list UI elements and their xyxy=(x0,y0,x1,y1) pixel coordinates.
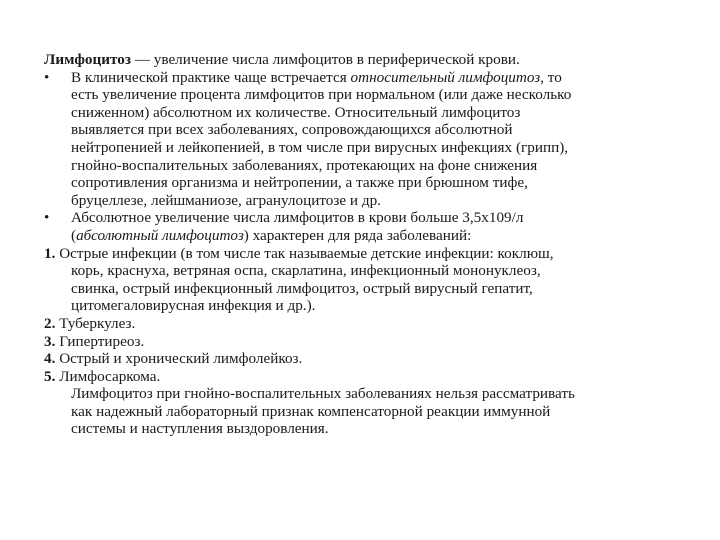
bullet1-line: есть увеличение процента лимфоцитов при нормальном (или даже несколько xyxy=(71,86,572,104)
bullet1-line: сниженном) абсолютном их количестве. Относительный лимфоцитоз xyxy=(71,103,521,121)
list-number: 1. xyxy=(44,244,56,262)
slide-text-body xyxy=(44,51,684,438)
bullet2-line-1: Абсолютное увеличение числа лимфоцитов в крови больше 3,5х109/л xyxy=(71,209,524,227)
list-number: 2. xyxy=(44,314,56,332)
bullet-relative-lymphocytosis xyxy=(44,69,684,210)
list-item-text: Гипертиреоз. xyxy=(55,332,145,350)
list-item xyxy=(44,368,684,386)
term-relative-lymphocytosis: относительный лимфоцитоз xyxy=(350,68,541,86)
heading-definition: — увеличение числа лимфоцитов в периферической крови. xyxy=(130,51,520,68)
list-item xyxy=(44,333,684,351)
closing-line: Лимфоцитоз при гнойно-воспалительных заболеваниях нельзя рассматривать xyxy=(71,385,575,403)
list-item xyxy=(44,245,684,315)
bullet1-line: выявляется при всех заболеваниях, сопровождающихся абсолютной xyxy=(71,121,513,139)
disease-list xyxy=(44,245,684,386)
list-item-continuation: цитомегаловирусная инфекция и др.). xyxy=(71,297,316,315)
bullet-absolute-lymphocytosis xyxy=(44,209,684,244)
list-item xyxy=(44,350,684,368)
list-item-text: Острые инфекции (в том числе так называемые детские инфекции: коклюш, xyxy=(55,244,554,262)
bullet-dot: • xyxy=(44,68,50,86)
bullet-dot: • xyxy=(44,209,50,227)
bullet1-line: нейтропенией и лейкопенией, в том числе при вирусных инфекциях (грипп), xyxy=(71,138,569,156)
bullet1-line: сопротивления организма и нейтропении, а также при брюшном тифе, xyxy=(71,174,528,192)
term-absolute-lymphocytosis: абсолютный лимфоцитоз xyxy=(76,226,244,244)
list-item-text: Лимфосаркома. xyxy=(55,367,161,385)
heading-term: Лимфоцитоз xyxy=(44,51,131,68)
list-item-text: Туберкулез. xyxy=(55,314,136,332)
list-number: 5. xyxy=(44,367,56,385)
list-item-text: Острый и хронический лимфолейкоз. xyxy=(55,350,303,368)
bullet1-line-1: В клинической практике чаще встречается относительный лимфоцитоз, то xyxy=(71,68,562,86)
closing-line: как надежный лабораторный признак компенсаторной реакции иммунной xyxy=(71,402,551,420)
bullet1-line: бруцеллезе, лейшманиозе, агранулоцитозе и др. xyxy=(71,191,381,209)
list-item-continuation: свинка, острый инфекционный лимфоцитоз, острый вирусный гепатит, xyxy=(71,279,533,297)
heading-line xyxy=(44,51,684,69)
list-item-continuation: корь, краснуха, ветряная оспа, скарлатина, инфекционный мононуклеоз, xyxy=(71,262,541,280)
list-number: 3. xyxy=(44,332,56,350)
bullet2-line-2: (абсолютный лимфоцитоз) характерен для ряда заболеваний: xyxy=(71,226,472,244)
closing-line: системы и наступления выздоровления. xyxy=(71,420,329,438)
list-number: 4. xyxy=(44,350,56,368)
bullet1-line: гнойно-воспалительных заболеваниях, протекающих на фоне снижения xyxy=(71,156,538,174)
closing-paragraph xyxy=(44,385,684,438)
list-item xyxy=(44,315,684,333)
